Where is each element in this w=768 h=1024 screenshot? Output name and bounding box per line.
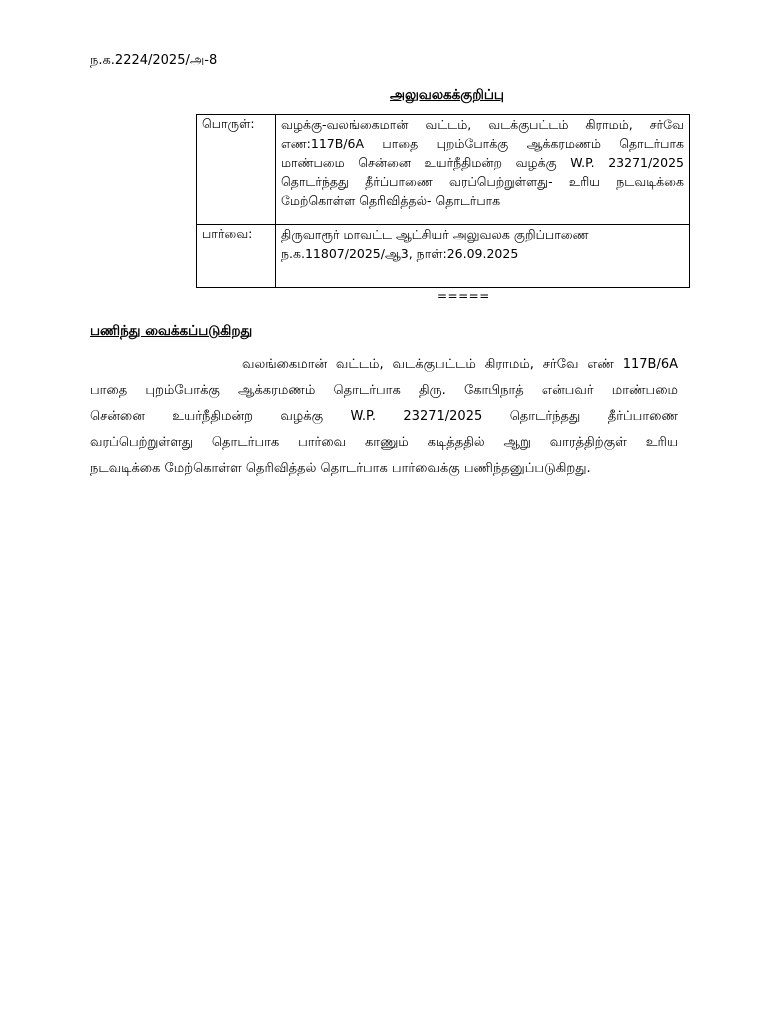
subject-text [276, 115, 690, 225]
subject-line: மேற்கொள்ள தெரிவித்தல்- தொடர்பாக [281, 193, 501, 208]
separator-line: ===== [437, 289, 490, 303]
subject-label: பொருள்: [197, 115, 276, 225]
body-line: நடவடிக்கை மேற்கொள்ள தெரிவித்தல் தொடர்பாக பார்வைக்கு பணிந்தனுப்படுகிறது. [90, 461, 591, 476]
subject-row [197, 115, 690, 225]
body-line: சென்னை உயர்நீதிமன்ற வழக்கு W.P. 23271/2025 தொடர்ந்தது தீர்ப்பாணை [90, 409, 678, 424]
body-line: வரப்பெற்றுள்ளது தொடர்பாக பார்வை காணும் கடித்ததில் ஆறு வாரத்திற்குள் உரிய [90, 435, 678, 450]
subject-reference-table [196, 114, 690, 288]
reference-row [197, 225, 690, 288]
reference-line: திருவாரூர் மாவட்ட ஆட்சியர் அலுவலக குறிப்பாணை [281, 227, 589, 242]
reference-label: பார்வை: [197, 225, 276, 288]
reference-text [276, 225, 690, 288]
reference-line: ந.க.11807/2025/ஆ3, நாள்:26.09.2025 [281, 246, 519, 261]
body-line: பாதை புறம்போக்கு ஆக்கரமணம் தொடர்பாக திரு. கோபிநாத் என்பவர் மாண்பமை [90, 383, 678, 398]
subject-line: மாண்பமை சென்னை உயர்நீதிமன்ற வழக்கு W.P. 23271/2025 [281, 155, 684, 170]
section-heading: பணிந்து வைக்கப்படுகிறது [90, 323, 253, 339]
reference-number: ந.க.2224/2025/அ-8 [90, 53, 218, 68]
body-paragraph [90, 352, 678, 482]
subject-line: தொடர்ந்தது தீர்ப்பாணை வரப்பெற்றுள்ளது- உரிய நடவடிக்கை [281, 174, 684, 189]
document-title: அலுவலகக்குறிப்பு [390, 87, 504, 103]
subject-line: எண:117B/6A பாதை புறம்போக்கு ஆக்கரமணம் தொடர்பாக [281, 136, 684, 151]
subject-line: வழக்கு-வலங்கைமான் வட்டம், வடக்குபட்டம் கிராமம், சர்வே [281, 117, 684, 132]
body-line: வலங்கைமான் வட்டம், வடக்குபட்டம் கிராமம், சர்வே எண் 117B/6A [242, 357, 678, 372]
